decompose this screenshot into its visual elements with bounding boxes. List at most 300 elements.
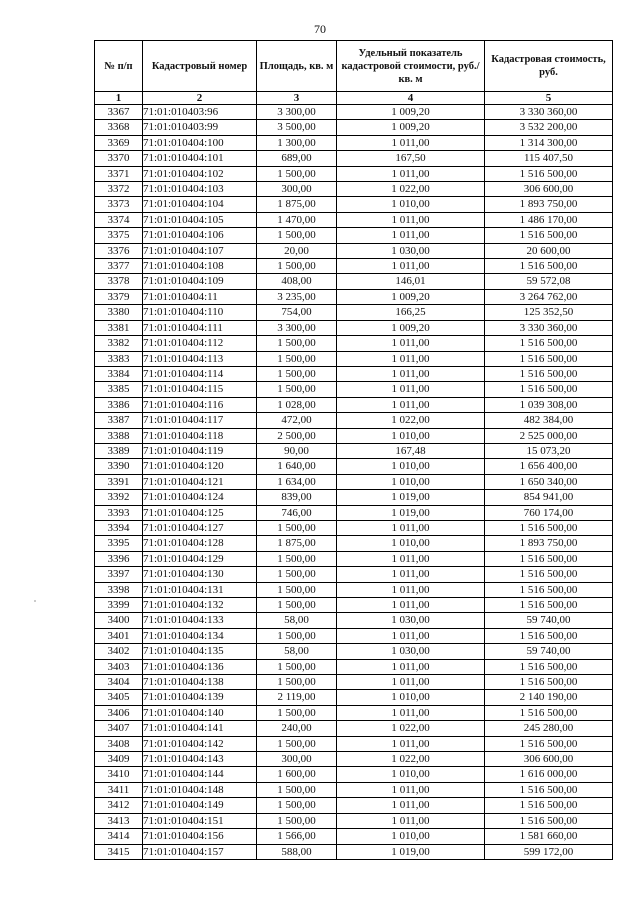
row-number-cell: 3390 <box>95 459 143 474</box>
cadastral-value-cell: 115 407,50 <box>485 151 613 166</box>
row-number-cell: 3388 <box>95 428 143 443</box>
rate-cell: 1 022,00 <box>337 721 485 736</box>
cadastral-number-cell: 71:01:010404:104 <box>143 197 257 212</box>
area-cell: 1 500,00 <box>257 736 337 751</box>
area-cell: 58,00 <box>257 644 337 659</box>
cadastral-number-cell: 71:01:010404:144 <box>143 767 257 782</box>
cadastral-number-cell: 71:01:010404:117 <box>143 413 257 428</box>
rate-cell: 1 030,00 <box>337 644 485 659</box>
rate-cell: 1 011,00 <box>337 628 485 643</box>
table-row <box>95 844 613 859</box>
area-cell: 2 500,00 <box>257 428 337 443</box>
cadastral-value-cell: 1 516 500,00 <box>485 567 613 582</box>
cadastral-number-cell: 71:01:010404:113 <box>143 351 257 366</box>
table-row <box>95 644 613 659</box>
table-row <box>95 366 613 381</box>
row-number-cell: 3411 <box>95 782 143 797</box>
column-number: 1 <box>95 92 143 105</box>
rate-cell: 1 011,00 <box>337 520 485 535</box>
cadastral-number-cell: 71:01:010404:148 <box>143 782 257 797</box>
row-number-cell: 3406 <box>95 705 143 720</box>
table-row <box>95 320 613 335</box>
row-number-cell: 3369 <box>95 135 143 150</box>
header-cell-area: Площадь, кв. м <box>257 41 337 92</box>
cadastral-value-cell: 245 280,00 <box>485 721 613 736</box>
rate-cell: 1 011,00 <box>337 598 485 613</box>
table-row <box>95 798 613 813</box>
cadastral-value-cell: 1 656 400,00 <box>485 459 613 474</box>
row-number-cell: 3408 <box>95 736 143 751</box>
cadastral-number-cell: 71:01:010404:134 <box>143 628 257 643</box>
rate-cell: 1 011,00 <box>337 166 485 181</box>
column-number: 5 <box>485 92 613 105</box>
row-number-cell: 3391 <box>95 474 143 489</box>
area-cell: 1 600,00 <box>257 767 337 782</box>
rate-cell: 1 010,00 <box>337 767 485 782</box>
cadastral-number-cell: 71:01:010403:96 <box>143 105 257 120</box>
area-cell: 1 500,00 <box>257 582 337 597</box>
rate-cell: 1 010,00 <box>337 474 485 489</box>
rate-cell: 1 011,00 <box>337 382 485 397</box>
row-number-cell: 3387 <box>95 413 143 428</box>
area-cell: 1 500,00 <box>257 598 337 613</box>
table-row <box>95 182 613 197</box>
cadastral-number-cell: 71:01:010404:116 <box>143 397 257 412</box>
row-number-cell: 3383 <box>95 351 143 366</box>
cadastral-value-cell: 306 600,00 <box>485 752 613 767</box>
area-cell: 1 500,00 <box>257 798 337 813</box>
cadastral-value-cell: 1 486 170,00 <box>485 212 613 227</box>
header-cell-number: № п/п <box>95 41 143 92</box>
rate-cell: 1 011,00 <box>337 351 485 366</box>
rate-cell: 1 011,00 <box>337 336 485 351</box>
table-row <box>95 151 613 166</box>
table-row <box>95 274 613 289</box>
table-row <box>95 490 613 505</box>
row-number-cell: 3407 <box>95 721 143 736</box>
cadastral-number-cell: 71:01:010404:140 <box>143 705 257 720</box>
area-cell: 1 500,00 <box>257 782 337 797</box>
rate-cell: 167,50 <box>337 151 485 166</box>
cadastral-value-cell: 1 516 500,00 <box>485 782 613 797</box>
cadastral-value-cell: 3 330 360,00 <box>485 320 613 335</box>
header-row <box>95 41 613 92</box>
area-cell: 3 500,00 <box>257 120 337 135</box>
cadastral-number-cell: 71:01:010404:133 <box>143 613 257 628</box>
table-row <box>95 105 613 120</box>
table-row <box>95 613 613 628</box>
cadastral-number-cell: 71:01:010404:135 <box>143 644 257 659</box>
cadastral-value-cell: 59 572,08 <box>485 274 613 289</box>
row-number-cell: 3401 <box>95 628 143 643</box>
row-number-cell: 3372 <box>95 182 143 197</box>
table-row <box>95 443 613 458</box>
cadastral-value-cell: 1 516 500,00 <box>485 351 613 366</box>
cadastral-number-cell: 71:01:010404:136 <box>143 659 257 674</box>
row-number-cell: 3375 <box>95 228 143 243</box>
cadastral-number-cell: 71:01:010404:102 <box>143 166 257 181</box>
scan-speck <box>34 600 36 602</box>
cadastral-value-cell: 3 264 762,00 <box>485 289 613 304</box>
cadastral-value-cell: 3 330 360,00 <box>485 105 613 120</box>
area-cell: 689,00 <box>257 151 337 166</box>
row-number-cell: 3376 <box>95 243 143 258</box>
table-row <box>95 289 613 304</box>
rate-cell: 1 011,00 <box>337 551 485 566</box>
rate-cell: 1 011,00 <box>337 813 485 828</box>
area-cell: 300,00 <box>257 752 337 767</box>
row-number-cell: 3381 <box>95 320 143 335</box>
cadastral-value-cell: 1 650 340,00 <box>485 474 613 489</box>
cadastral-number-cell: 71:01:010404:114 <box>143 366 257 381</box>
cadastral-value-cell: 125 352,50 <box>485 305 613 320</box>
cadastral-number-cell: 71:01:010404:112 <box>143 336 257 351</box>
rate-cell: 166,25 <box>337 305 485 320</box>
cadastral-value-cell: 2 140 190,00 <box>485 690 613 705</box>
area-cell: 1 500,00 <box>257 675 337 690</box>
rate-cell: 1 019,00 <box>337 490 485 505</box>
rate-cell: 1 022,00 <box>337 182 485 197</box>
rate-cell: 1 011,00 <box>337 798 485 813</box>
area-cell: 1 500,00 <box>257 705 337 720</box>
row-number-cell: 3379 <box>95 289 143 304</box>
cadastral-value-cell: 15 073,20 <box>485 443 613 458</box>
cadastral-value-cell: 482 384,00 <box>485 413 613 428</box>
table-row <box>95 397 613 412</box>
rate-cell: 1 011,00 <box>337 705 485 720</box>
cadastral-value-cell: 1 314 300,00 <box>485 135 613 150</box>
area-cell: 1 500,00 <box>257 551 337 566</box>
cadastral-number-cell: 71:01:010404:142 <box>143 736 257 751</box>
row-number-cell: 3392 <box>95 490 143 505</box>
rate-cell: 1 009,20 <box>337 120 485 135</box>
rate-cell: 1 011,00 <box>337 659 485 674</box>
area-cell: 1 875,00 <box>257 536 337 551</box>
rate-cell: 1 022,00 <box>337 413 485 428</box>
table-row <box>95 520 613 535</box>
cadastral-number-cell: 71:01:010404:115 <box>143 382 257 397</box>
rate-cell: 1 009,20 <box>337 289 485 304</box>
table-row <box>95 428 613 443</box>
cadastral-value-cell: 306 600,00 <box>485 182 613 197</box>
cadastral-value-cell: 1 516 500,00 <box>485 551 613 566</box>
cadastral-number-cell: 71:01:010404:132 <box>143 598 257 613</box>
cadastral-value-cell: 1 516 500,00 <box>485 228 613 243</box>
table-row <box>95 705 613 720</box>
cadastral-value-cell: 1 516 500,00 <box>485 675 613 690</box>
cadastral-value-cell: 1 516 500,00 <box>485 598 613 613</box>
cadastral-number-cell: 71:01:010404:103 <box>143 182 257 197</box>
row-number-cell: 3378 <box>95 274 143 289</box>
table-row <box>95 829 613 844</box>
area-cell: 1 500,00 <box>257 351 337 366</box>
cadastral-value-cell: 599 172,00 <box>485 844 613 859</box>
row-number-cell: 3414 <box>95 829 143 844</box>
table-row <box>95 736 613 751</box>
rate-cell: 146,01 <box>337 274 485 289</box>
cadastral-number-cell: 71:01:010404:121 <box>143 474 257 489</box>
table-row <box>95 782 613 797</box>
cadastral-value-cell: 1 516 500,00 <box>485 382 613 397</box>
cadastral-value-cell: 1 516 500,00 <box>485 336 613 351</box>
table-row <box>95 752 613 767</box>
rate-cell: 1 011,00 <box>337 212 485 227</box>
rate-cell: 1 011,00 <box>337 567 485 582</box>
cadastral-number-cell: 71:01:010404:151 <box>143 813 257 828</box>
area-cell: 1 500,00 <box>257 166 337 181</box>
row-number-cell: 3386 <box>95 397 143 412</box>
cadastral-value-cell: 1 516 500,00 <box>485 520 613 535</box>
cadastral-number-cell: 71:01:010404:149 <box>143 798 257 813</box>
cadastral-number-cell: 71:01:010404:118 <box>143 428 257 443</box>
area-cell: 408,00 <box>257 274 337 289</box>
cadastral-number-cell: 71:01:010404:128 <box>143 536 257 551</box>
cadastral-number-cell: 71:01:010404:156 <box>143 829 257 844</box>
rate-cell: 1 030,00 <box>337 613 485 628</box>
area-cell: 240,00 <box>257 721 337 736</box>
rate-cell: 1 011,00 <box>337 228 485 243</box>
area-cell: 1 875,00 <box>257 197 337 212</box>
area-cell: 472,00 <box>257 413 337 428</box>
row-number-cell: 3412 <box>95 798 143 813</box>
cadastral-number-cell: 71:01:010404:101 <box>143 151 257 166</box>
cadastral-value-cell: 1 516 500,00 <box>485 582 613 597</box>
table-row <box>95 197 613 212</box>
cadastral-value-cell: 3 532 200,00 <box>485 120 613 135</box>
rate-cell: 1 010,00 <box>337 459 485 474</box>
cadastral-value-cell: 1 616 000,00 <box>485 767 613 782</box>
page-number: 70 <box>314 22 326 36</box>
cadastral-number-cell: 71:01:010404:157 <box>143 844 257 859</box>
column-numbers-row <box>95 92 613 105</box>
cadastral-number-cell: 71:01:010404:109 <box>143 274 257 289</box>
table-row <box>95 536 613 551</box>
row-number-cell: 3374 <box>95 212 143 227</box>
cadastral-value-cell: 854 941,00 <box>485 490 613 505</box>
area-cell: 90,00 <box>257 443 337 458</box>
table-row <box>95 212 613 227</box>
row-number-cell: 3370 <box>95 151 143 166</box>
row-number-cell: 3384 <box>95 366 143 381</box>
column-number: 3 <box>257 92 337 105</box>
cadastral-value-cell: 59 740,00 <box>485 644 613 659</box>
cadastral-value-cell: 2 525 000,00 <box>485 428 613 443</box>
rate-cell: 1 009,20 <box>337 320 485 335</box>
area-cell: 1 500,00 <box>257 228 337 243</box>
rate-cell: 167,48 <box>337 443 485 458</box>
cadastral-number-cell: 71:01:010404:130 <box>143 567 257 582</box>
area-cell: 3 235,00 <box>257 289 337 304</box>
table-row <box>95 305 613 320</box>
row-number-cell: 3373 <box>95 197 143 212</box>
row-number-cell: 3377 <box>95 259 143 274</box>
table-row <box>95 120 613 135</box>
area-cell: 1 634,00 <box>257 474 337 489</box>
cadastral-number-cell: 71:01:010404:120 <box>143 459 257 474</box>
area-cell: 1 500,00 <box>257 382 337 397</box>
area-cell: 1 500,00 <box>257 336 337 351</box>
table-row <box>95 243 613 258</box>
row-number-cell: 3380 <box>95 305 143 320</box>
cadastral-number-cell: 71:01:010404:127 <box>143 520 257 535</box>
cadastral-number-cell: 71:01:010403:99 <box>143 120 257 135</box>
area-cell: 300,00 <box>257 182 337 197</box>
table-row <box>95 767 613 782</box>
cadastral-value-cell: 1 516 500,00 <box>485 659 613 674</box>
area-cell: 1 500,00 <box>257 567 337 582</box>
cadastral-value-cell: 1 893 750,00 <box>485 197 613 212</box>
cadastral-value-cell: 20 600,00 <box>485 243 613 258</box>
table-row <box>95 567 613 582</box>
rate-cell: 1 019,00 <box>337 505 485 520</box>
table-row <box>95 336 613 351</box>
rate-cell: 1 010,00 <box>337 690 485 705</box>
table-row <box>95 551 613 566</box>
cadastral-value-cell: 1 516 500,00 <box>485 259 613 274</box>
row-number-cell: 3393 <box>95 505 143 520</box>
table-row <box>95 413 613 428</box>
cadastral-number-cell: 71:01:010404:131 <box>143 582 257 597</box>
column-number: 4 <box>337 92 485 105</box>
area-cell: 839,00 <box>257 490 337 505</box>
cadastral-number-cell: 71:01:010404:124 <box>143 490 257 505</box>
cadastral-number-cell: 71:01:010404:107 <box>143 243 257 258</box>
column-number: 2 <box>143 92 257 105</box>
row-number-cell: 3395 <box>95 536 143 551</box>
table-row <box>95 721 613 736</box>
rate-cell: 1 022,00 <box>337 752 485 767</box>
row-number-cell: 3402 <box>95 644 143 659</box>
header-cell-rate: Удельный показатель кадастровой стоимости, руб./кв. м <box>337 41 485 92</box>
area-cell: 1 500,00 <box>257 813 337 828</box>
table-body <box>95 105 613 860</box>
cadastral-value-cell: 1 516 500,00 <box>485 705 613 720</box>
cadastral-value-cell: 1 893 750,00 <box>485 536 613 551</box>
area-cell: 1 500,00 <box>257 366 337 381</box>
area-cell: 1 500,00 <box>257 259 337 274</box>
area-cell: 2 119,00 <box>257 690 337 705</box>
rate-cell: 1 011,00 <box>337 782 485 797</box>
cadastral-value-cell: 1 581 660,00 <box>485 829 613 844</box>
row-number-cell: 3389 <box>95 443 143 458</box>
table-row <box>95 675 613 690</box>
rate-cell: 1 010,00 <box>337 428 485 443</box>
area-cell: 746,00 <box>257 505 337 520</box>
area-cell: 1 300,00 <box>257 135 337 150</box>
rate-cell: 1 011,00 <box>337 259 485 274</box>
rate-cell: 1 011,00 <box>337 582 485 597</box>
cadastral-value-cell: 1 516 500,00 <box>485 166 613 181</box>
table-row <box>95 474 613 489</box>
cadastral-number-cell: 71:01:010404:105 <box>143 212 257 227</box>
row-number-cell: 3396 <box>95 551 143 566</box>
rate-cell: 1 011,00 <box>337 675 485 690</box>
cadastral-value-cell: 1 516 500,00 <box>485 628 613 643</box>
table-row <box>95 582 613 597</box>
cadastral-number-cell: 71:01:010404:141 <box>143 721 257 736</box>
area-cell: 1 640,00 <box>257 459 337 474</box>
cadastral-value-cell: 59 740,00 <box>485 613 613 628</box>
area-cell: 588,00 <box>257 844 337 859</box>
cadastral-value-cell: 1 039 308,00 <box>485 397 613 412</box>
area-cell: 754,00 <box>257 305 337 320</box>
rate-cell: 1 010,00 <box>337 197 485 212</box>
cadastral-number-cell: 71:01:010404:125 <box>143 505 257 520</box>
cadastral-number-cell: 71:01:010404:110 <box>143 305 257 320</box>
header-cell-cadastral-number: Кадастровый номер <box>143 41 257 92</box>
table-row <box>95 505 613 520</box>
row-number-cell: 3398 <box>95 582 143 597</box>
cadastral-number-cell: 71:01:010404:129 <box>143 551 257 566</box>
row-number-cell: 3397 <box>95 567 143 582</box>
cadastral-value-cell: 1 516 500,00 <box>485 798 613 813</box>
row-number-cell: 3371 <box>95 166 143 181</box>
rate-cell: 1 011,00 <box>337 397 485 412</box>
rate-cell: 1 010,00 <box>337 829 485 844</box>
cadastral-value-cell: 1 516 500,00 <box>485 813 613 828</box>
area-cell: 1 500,00 <box>257 520 337 535</box>
table-row <box>95 690 613 705</box>
table-row <box>95 351 613 366</box>
area-cell: 58,00 <box>257 613 337 628</box>
cadastral-value-cell: 760 174,00 <box>485 505 613 520</box>
cadastral-number-cell: 71:01:010404:138 <box>143 675 257 690</box>
rate-cell: 1 030,00 <box>337 243 485 258</box>
rate-cell: 1 011,00 <box>337 135 485 150</box>
row-number-cell: 3405 <box>95 690 143 705</box>
header-cell-value: Кадастровая стоимость, руб. <box>485 41 613 92</box>
area-cell: 1 470,00 <box>257 212 337 227</box>
cadastral-number-cell: 71:01:010404:119 <box>143 443 257 458</box>
row-number-cell: 3413 <box>95 813 143 828</box>
area-cell: 1 500,00 <box>257 659 337 674</box>
table-row <box>95 135 613 150</box>
rate-cell: 1 010,00 <box>337 536 485 551</box>
cadastral-number-cell: 71:01:010404:139 <box>143 690 257 705</box>
area-cell: 1 500,00 <box>257 628 337 643</box>
cadastral-number-cell: 71:01:010404:143 <box>143 752 257 767</box>
cadastral-value-cell: 1 516 500,00 <box>485 366 613 381</box>
row-number-cell: 3403 <box>95 659 143 674</box>
table-row <box>95 659 613 674</box>
table-row <box>95 228 613 243</box>
row-number-cell: 3399 <box>95 598 143 613</box>
area-cell: 20,00 <box>257 243 337 258</box>
table-row <box>95 813 613 828</box>
row-number-cell: 3382 <box>95 336 143 351</box>
table-row <box>95 598 613 613</box>
row-number-cell: 3368 <box>95 120 143 135</box>
row-number-cell: 3394 <box>95 520 143 535</box>
row-number-cell: 3367 <box>95 105 143 120</box>
rate-cell: 1 011,00 <box>337 366 485 381</box>
area-cell: 1 028,00 <box>257 397 337 412</box>
rate-cell: 1 011,00 <box>337 736 485 751</box>
row-number-cell: 3410 <box>95 767 143 782</box>
row-number-cell: 3404 <box>95 675 143 690</box>
row-number-cell: 3415 <box>95 844 143 859</box>
table-row <box>95 628 613 643</box>
table-row <box>95 459 613 474</box>
area-cell: 3 300,00 <box>257 320 337 335</box>
cadastral-number-cell: 71:01:010404:11 <box>143 289 257 304</box>
cadastral-number-cell: 71:01:010404:100 <box>143 135 257 150</box>
row-number-cell: 3385 <box>95 382 143 397</box>
table-row <box>95 382 613 397</box>
cadastral-number-cell: 71:01:010404:106 <box>143 228 257 243</box>
table-row <box>95 166 613 181</box>
table-row <box>95 259 613 274</box>
